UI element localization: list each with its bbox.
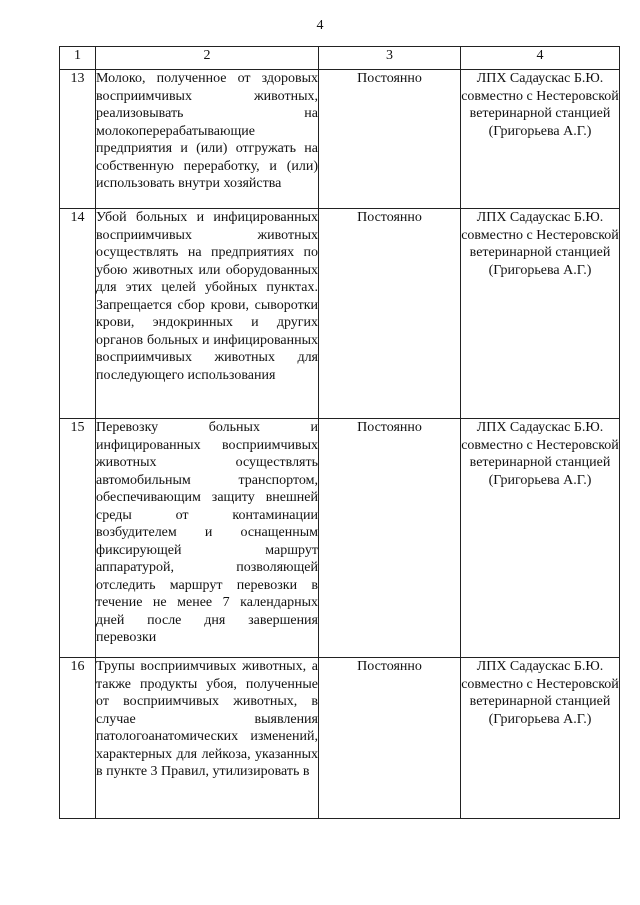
row-responsible: ЛПХ Садаускас Б.Ю. совместно с Нестеровской ветеринарной станцией (Григорьева А.Г.) xyxy=(461,70,620,209)
row-description: Перевозку больных и инфицированных восприимчивых животных осуществлять автомобильным транспортом, обеспечивающим защиту внешней среды от контаминации возбудителем и оснащенным фиксирующей маршрут аппаратурой, позволяющей отследить маршрут перевозки в течение не менее 7 календарных дней после дня завершения перевозки xyxy=(96,419,319,658)
row-number: 14 xyxy=(60,209,96,419)
row-number: 15 xyxy=(60,419,96,658)
row-responsible: ЛПХ Садаускас Б.Ю. совместно с Нестеровской ветеринарной станцией (Григорьева А.Г.) xyxy=(461,419,620,658)
table-header-row xyxy=(60,47,620,70)
table-row xyxy=(60,209,620,419)
row-term: Постоянно xyxy=(319,70,461,209)
row-responsible: ЛПХ Садаускас Б.Ю. совместно с Нестеровской ветеринарной станцией (Григорьева А.Г.) xyxy=(461,658,620,819)
measures-table xyxy=(59,46,620,819)
column-header-2: 2 xyxy=(96,47,319,70)
table-row xyxy=(60,70,620,209)
row-description: Молоко, полученное от здоровых восприимчивых животных, реализовывать на молокоперерабатывающие предприятия и (или) отгружать на собственную переработку, и (или) использовать внутри хозяйства xyxy=(96,70,319,209)
table-row xyxy=(60,658,620,819)
row-term: Постоянно xyxy=(319,658,461,819)
column-header-3: 3 xyxy=(319,47,461,70)
row-number: 13 xyxy=(60,70,96,209)
column-header-4: 4 xyxy=(461,47,620,70)
row-term: Постоянно xyxy=(319,209,461,419)
row-description: Трупы восприимчивых животных, а также продукты убоя, полученные от восприимчивых животных, в случае выявления патологоанатомических изменений, характерных для лейкоза, указанных в пункте 3 Правил, утилизировать в xyxy=(96,658,319,819)
row-term: Постоянно xyxy=(319,419,461,658)
row-number: 16 xyxy=(60,658,96,819)
column-header-1: 1 xyxy=(60,47,96,70)
page-number: 4 xyxy=(316,18,324,33)
table-row xyxy=(60,419,620,658)
row-responsible: ЛПХ Садаускас Б.Ю. совместно с Нестеровской ветеринарной станцией (Григорьева А.Г.) xyxy=(461,209,620,419)
row-description: Убой больных и инфицированных восприимчивых животных осуществлять на предприятиях по убою животных или оборудованных для этих целей убойных пунктах. Запрещается сбор крови, сыворотки крови, эндокринных и других органов больных и инфицированных восприимчивых животных для последующего использования xyxy=(96,209,319,419)
